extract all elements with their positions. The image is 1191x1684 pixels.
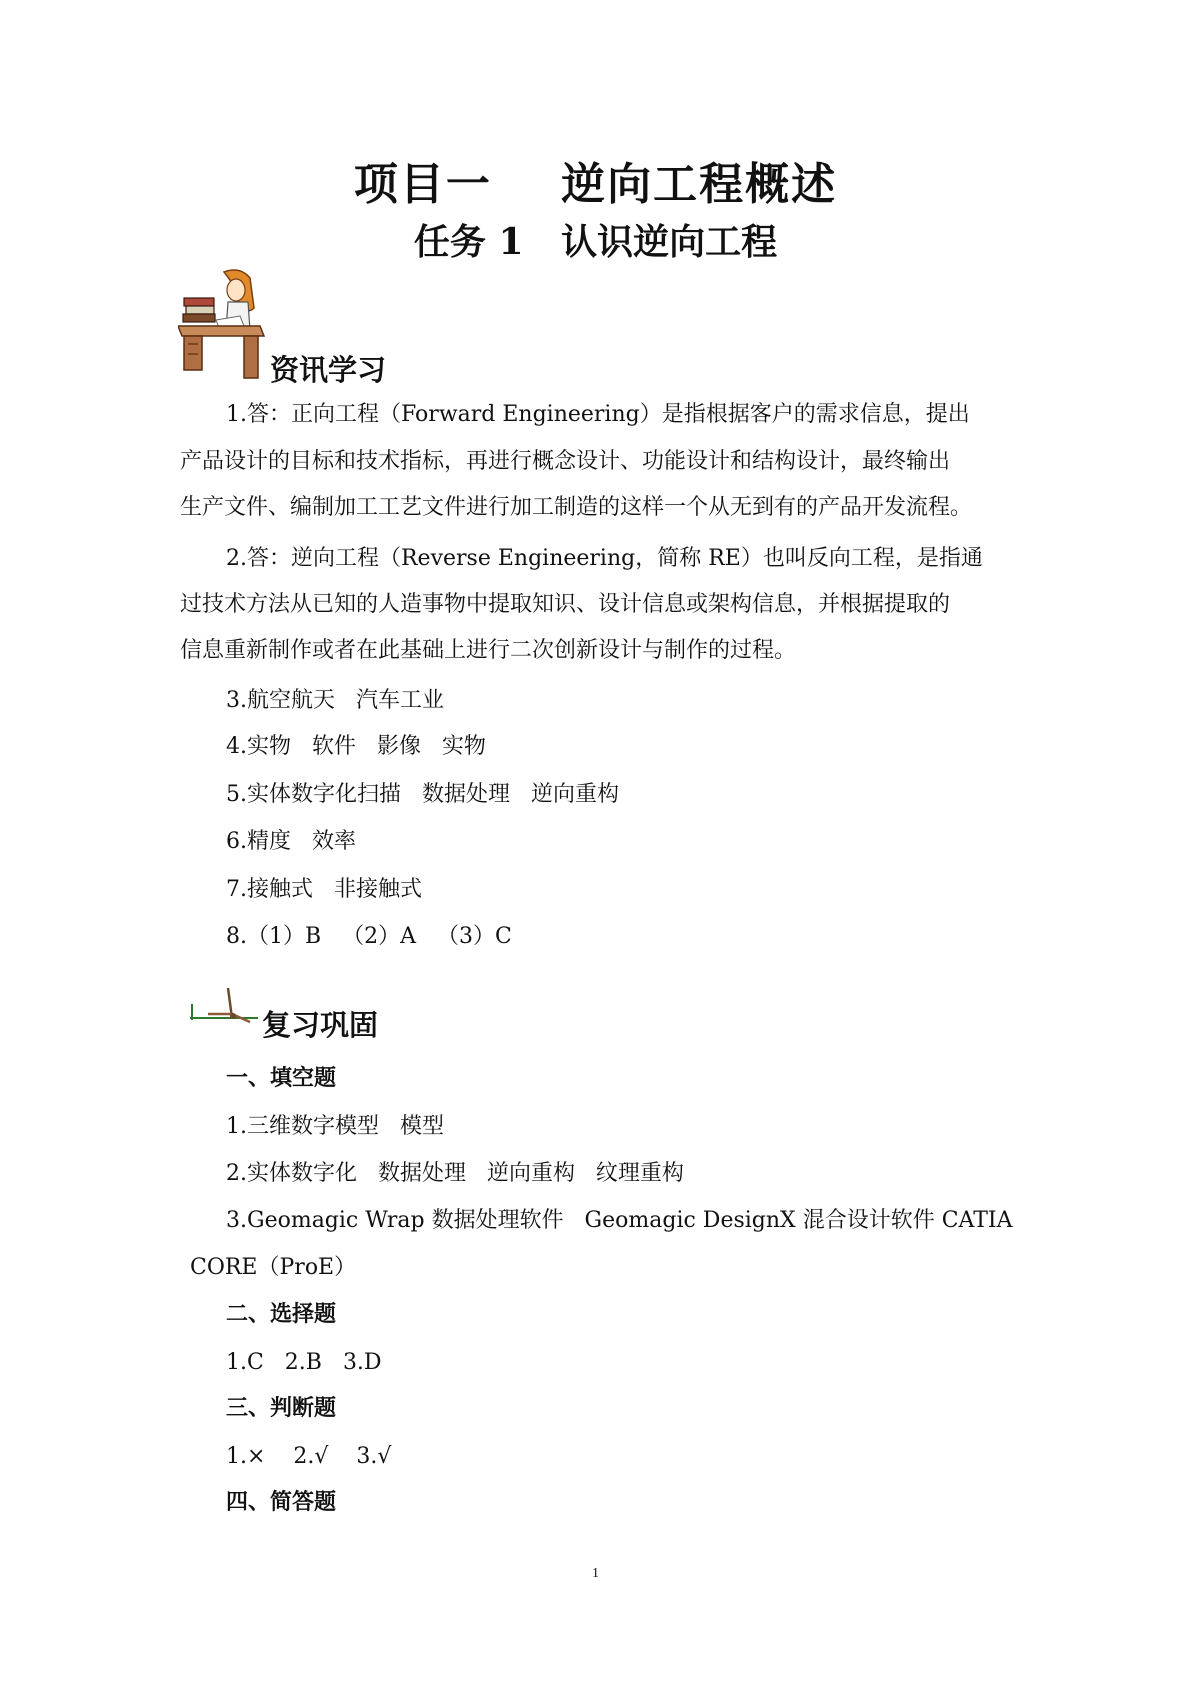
desk-study-icon — [178, 268, 268, 380]
text-line: 3.Geomagic Wrap 数据处理软件 Geomagic DesignX 混合设计软件 CATIA — [226, 1208, 1013, 1233]
text-line: 1.× 2.√ 3.√ — [226, 1444, 392, 1469]
page-number: 1 — [592, 1566, 599, 1581]
subsection-heading-choice: 二、选择题 — [226, 1302, 337, 1327]
section-heading-review: 复习巩固 — [262, 1008, 379, 1042]
text-line: 1.答：正向工程（Forward Engineering）是指根据客户的需求信息，提出 — [226, 402, 970, 427]
page-title: 项目一 逆向工程概述 — [353, 159, 838, 210]
text-line: 2.答：逆向工程（Reverse Engineering，简称 RE）也叫反向工程，是指通 — [226, 546, 983, 571]
text-line: 4.实物 软件 影像 实物 — [226, 734, 486, 759]
subsection-heading-fill-blank: 一、填空题 — [226, 1066, 337, 1091]
subsection-heading-short-answer: 四、简答题 — [226, 1490, 337, 1515]
text-line: CORE（ProE） — [190, 1255, 357, 1280]
subsection-heading-judge: 三、判断题 — [226, 1396, 337, 1421]
gymnast-icon — [188, 984, 260, 1028]
page-subtitle: 任务 1 认识逆向工程 — [413, 221, 778, 263]
text-line: 过技术方法从已知的人造事物中提取知识、设计信息或架构信息，并根据提取的 — [180, 592, 951, 617]
section-heading-study: 资讯学习 — [270, 353, 387, 387]
text-line: 产品设计的目标和技术指标，再进行概念设计、功能设计和结构设计，最终输出 — [180, 449, 951, 474]
text-line: 1.三维数字模型 模型 — [226, 1114, 444, 1139]
text-line: 2.实体数字化 数据处理 逆向重构 纹理重构 — [226, 1161, 684, 1186]
text-line: 6.精度 效率 — [226, 829, 356, 854]
text-line: 5.实体数字化扫描 数据处理 逆向重构 — [226, 782, 619, 807]
text-line: 生产文件、编制加工工艺文件进行加工制造的这样一个从无到有的产品开发流程。 — [180, 495, 973, 520]
text-line: 1.C 2.B 3.D — [226, 1350, 382, 1375]
text-line: 7.接触式 非接触式 — [226, 877, 422, 902]
text-line: 8.（1）B （2）A （3）C — [226, 924, 512, 949]
text-line: 3.航空航天 汽车工业 — [226, 688, 444, 713]
text-line: 信息重新制作或者在此基础上进行二次创新设计与制作的过程。 — [180, 638, 797, 663]
